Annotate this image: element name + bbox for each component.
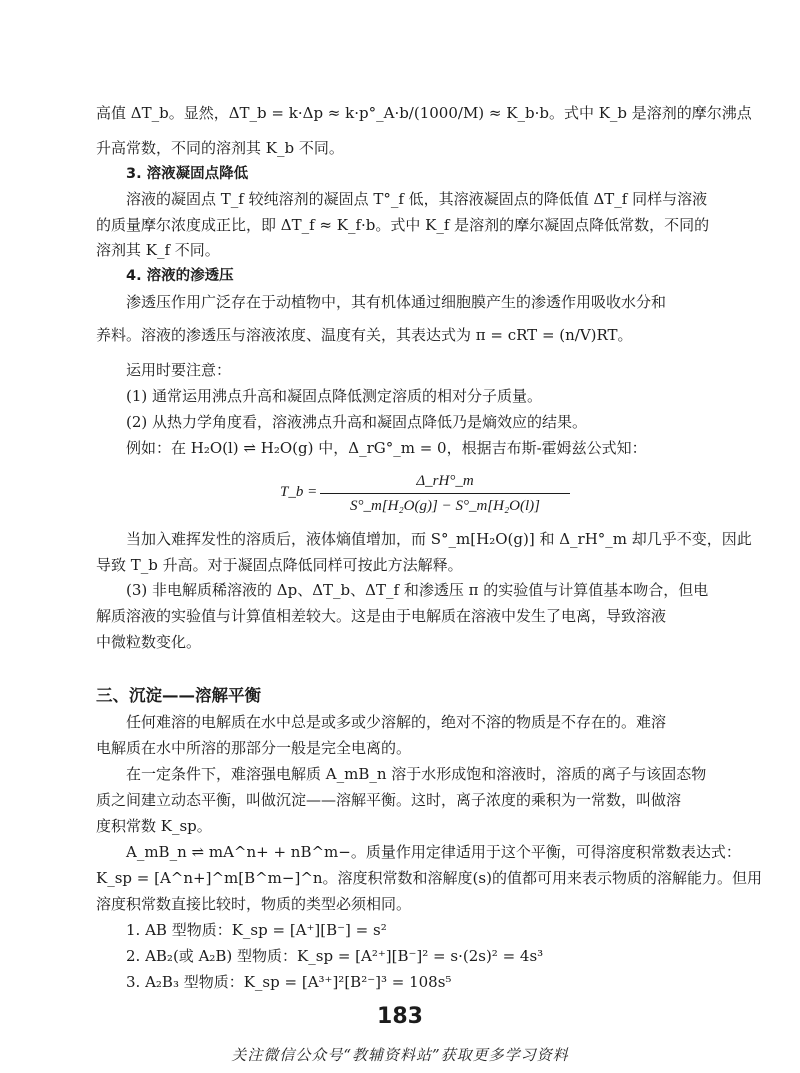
fraction-bar: [320, 493, 570, 494]
paragraph-line: 中微粒数变化。: [96, 633, 202, 651]
formula-lhs: T_b =: [280, 484, 318, 500]
paragraph-line: (3) 非电解质稀溶液的 Δp、ΔT_b、ΔT_f 和渗透压 π 的实验值与计算值基本吻合，但电: [126, 581, 709, 599]
page-number: 183: [377, 1004, 423, 1029]
paragraph-line: 溶剂其 K_f 不同。: [96, 241, 220, 259]
paragraph-line: 在一定条件下，难溶强电解质 A_mB_n 溶于水形成饱和溶液时，溶质的离子与该固态物: [126, 765, 707, 783]
paragraph-line: 养料。溶液的渗透压与溶液浓度、温度有关，其表达式为 π = cRT = (n/V)RT。: [96, 326, 633, 344]
paragraph-line: 渗透压作用广泛存在于动植物中，其有机体通过细胞膜产生的渗透作用吸收水分和: [126, 293, 667, 311]
paragraph-line: 导致 T_b 升高。对于凝固点降低同样可按此方法解释。: [96, 556, 463, 574]
paragraph-line: A_mB_n ⇌ mA^n+ + nB^m−。质量作用定律适用于这个平衡，可得溶度积常数表达式：: [126, 843, 741, 861]
formula-denominator: S°_m[H₂O(g)] − S°_m[H₂O(l)]: [349, 498, 541, 514]
paragraph-line: 当加入难挥发性的溶质后，液体熵值增加，而 S°_m[H₂O(g)] 和 Δ_rH°_m 却几乎不变，因此: [126, 530, 752, 548]
paragraph-line: 例如：在 H₂O(l) ⇌ H₂O(g) 中，Δ_rG°_m = 0，根据吉布斯-霍姆兹公式知：: [126, 439, 647, 457]
formula-fraction: [320, 470, 570, 517]
list-item: 3. A₂B₃ 型物质：K_sp = [A³⁺]²[B²⁻]³ = 108s⁵: [126, 973, 452, 991]
paragraph-line: 运用时要注意：: [126, 361, 232, 379]
subsection-heading: 4. 溶液的渗透压: [126, 268, 234, 284]
paragraph-line: 高值 ΔT_b。显然，ΔT_b = k·Δp ≈ k·p°_A·b/(1000/M) ≈ K_b·b。式中 K_b 是溶剂的摩尔沸点: [96, 104, 752, 122]
paragraph-line: 溶度积常数直接比较时，物质的类型必须相同。: [96, 895, 412, 913]
paragraph-line: 度积常数 K_sp。: [96, 817, 212, 835]
paragraph-line: 解质溶液的实验值与计算值相差较大。这是由于电解质在溶液中发生了电离，导致溶液: [96, 607, 667, 625]
paragraph-line: 电解质在水中所溶的那部分一般是完全电离的。: [96, 739, 412, 757]
gibbs-helmholtz-formula: [260, 470, 580, 520]
list-item: 1. AB 型物质：K_sp = [A⁺][B⁻] = s²: [126, 921, 387, 939]
paragraph-line: 任何难溶的电解质在水中总是或多或少溶解的，绝对不溶的物质是不存在的。难溶: [126, 713, 667, 731]
list-item: 2. AB₂(或 A₂B) 型物质：K_sp = [A²⁺][B⁻]² = s·(2s)² = 4s³: [126, 947, 544, 965]
paragraph-line: (1) 通常运用沸点升高和凝固点降低测定溶质的相对分子质量。: [126, 387, 543, 405]
paragraph-line: 升高常数，不同的溶剂其 K_b 不同。: [96, 139, 344, 157]
section-heading: 三、沉淀——溶解平衡: [96, 686, 261, 705]
paragraph-line: 质之间建立动态平衡，叫做沉淀——溶解平衡。这时，离子浓度的乘积为一常数，叫做溶: [96, 791, 682, 809]
paragraph-line: 的质量摩尔浓度成正比，即 ΔT_f ≈ K_f·b。式中 K_f 是溶剂的摩尔凝固点降低常数，不同的: [96, 216, 710, 234]
paragraph-line: 溶液的凝固点 T_f 较纯溶剂的凝固点 T°_f 低，其溶液凝固点的降低值 ΔT_f 同样与溶液: [126, 190, 708, 208]
formula-numerator: Δ_rH°_m: [416, 473, 474, 489]
subsection-heading: 3. 溶液凝固点降低: [126, 166, 249, 182]
footer-watermark-text: 关注微信公众号“教辅资料站”获取更多学习资料: [231, 1046, 569, 1064]
paragraph-line: K_sp = [A^n+]^m[B^m−]^n。溶度积常数和溶解度(s)的值都可用来表示物质的溶解能力。但用: [96, 869, 762, 887]
paragraph-line: (2) 从热力学角度看，溶液沸点升高和凝固点降低乃是熵效应的结果。: [126, 413, 588, 431]
